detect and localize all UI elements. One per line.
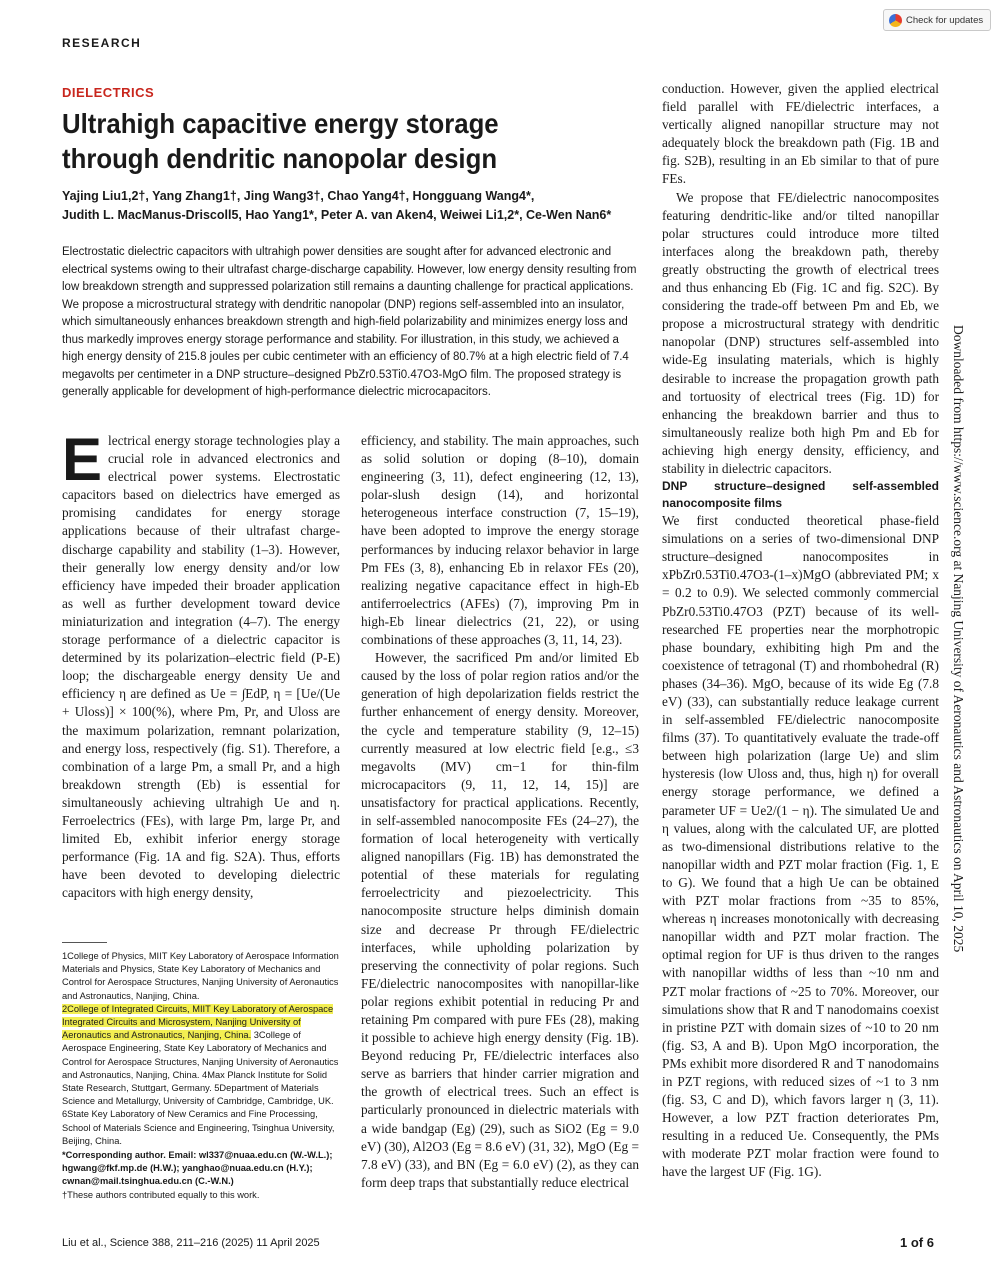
body-column-2 (361, 432, 639, 1192)
section-heading: DNP structure–designed self-assembled nanocomposite films (662, 479, 939, 511)
download-watermark-text: Downloaded from https://www.science.org at Nanjing University of Aeronautics and Astronautics on April 10, 2025 (951, 325, 966, 953)
footnote-divider (62, 942, 107, 943)
affiliations (62, 950, 342, 1202)
article-category: DIELECTRICS (62, 85, 155, 100)
body-column-1 (62, 426, 340, 902)
affiliation-1: 1College of Physics, MIIT Key Laboratory of Aerospace Information Materials and Physics, State Key Laboratory of Mechanics and Control for Aerospace Structures, Nanjing University of Aeronautics and Astronautics, Nanjing, China. (62, 951, 339, 1001)
paragraph: efficiency, and stability. The main approaches, such as solid solution or doping (8–10), domain engineering (3, 11), defect engineering (12, 13), polar-slush design (14), and horizontal heterogeneous interface construction (7, 15–19), have been adopted to improve the energy storage performances by inducing relaxor behavior in large Pm FEs (3, 8), enhancing Eb in relaxor FEs (20), realizing negative capacitance effect in high-Eb antiferroelectrics (AFEs) (7), improving Pm in high-Eb linear dielectrics (21, 22), or using combinations of these approaches (3, 11, 14, 23). (361, 433, 639, 648)
equal-contribution-note: †These authors contributed equally to this work. (62, 1189, 260, 1200)
paragraph: However, the sacrificed Pm and/or limited Eb caused by the loss of polar region ratios and/or the generation of high depolarization fields restrict the further enhancement of energy density. Moreover, the cycle and temperature stability (9, 12–15) currently measured at low electric field [e.g., ≤3 megavolts (MV) cm−1 for thin-film microcapacitors (9, 11, 12, 14, 15)] are unsatisfactory for practical applications. Recently, in self-assembled nanocomposite FEs (24–27), the formation of local heterogeneity with vertically aligned nanopillars (Fig. 1B) has demonstrated the potential of these materials for regulating ferroelectricity and piezoelectricity. This nanocomposite structure helps diminish domain size and decrease Pr through FE/dielectric interfaces, while upholding polarization by preserving the connectivity of polar regions. Such FE/dielectric nanocomposites with nanopillar-like polar regions exhibit potential in reducing Pr and retaining Pm compared with pure FEs (28), making it possible to achieve high energy density (Fig. 1B). Beyond reducing Pr, FE/dielectric interfaces also serve as barriers that hinder carrier migration and the growth of electrical trees. Such an effect is particularly pronounced in dielectric materials with a wide bandgap (Eg) (29), such as SiO2 (Eg = 9.0 eV) (30), Al2O3 (Eg = 8.6 eV) (31, 32), MgO (Eg = 7.8 eV) (33), and BN (Eg = 6.0 eV) (2), as they can form deep traps that substantially reduce electrical (361, 650, 639, 1190)
author-line-2: Judith L. MacManus-Driscoll5, Hao Yang1*, Peter A. van Aken4, Weiwei Li1,2*, Ce-Wen Nan6* (62, 208, 612, 222)
paragraph: We first conducted theoretical phase-field simulations on a series of two-dimensional DNP structure–designed nanocomposites in xPbZr0.53Ti0.47O3-(1–x)MgO (abbreviated PM; x = 0.2 to 0.9). We selected commonly commercial PbZr0.53Ti0.47O3 (PZT) because of its well-researched FE properties near the morphotropic phase boundary, exhibiting high Pm and the coexistence of tetragonal (T) and rhombohedral (R) phases (34–36). MgO, because of its wide Eg (7.8 eV) (33), can substantially reduce leakage current in self-assembled FE/dielectric nanocomposite films (37). To quantitatively evaluate the trade-off between high polarization (large Ue) and slim hysteresis (low Uloss and, thus, high η) for overall energy storage performance, we defined a parameter UF = Ue2/(1 − η). The simulated Ue and η values, along with the calculated UF, are plotted as two-dimensional distributions relative to the nanopillar width and PZT molar fraction (Fig. 1, E to G). We found that a high Ue can be obtained with PZT molar fractions from ~35 to 85%, whereas η increases monotonically with decreasing nanopillar width and PZT molar fraction. The optimal region for UF is thus driven to the ranges with nanopillar widths of less than ~10 nm and PZT molar fractions of ~25 to 70%. Moreover, our simulations show that R and T nanodomains coexist in pristine PZT with domain sizes of ~10 to 20 nm (fig. S3, A and B). Upon MgO incorporation, the PMs exhibit more disordered R and T nanodomains in PZT regions, with reduced sizes of ~1 to 3 nm (fig. S3, C and D), which favors larger η (3, 11). However, a low PZT fraction deteriorates Pm, resulting in a reduced Ue. Consequently, the PMs with moderate PZT molar fraction were found to have the largest UF (Fig. 1G). (662, 513, 939, 1180)
check-for-updates-label: Check for updates (906, 14, 984, 26)
crossmark-icon (889, 14, 902, 27)
citation-footer: Liu et al., Science 388, 211–216 (2025) 11 April 2025 (62, 1237, 320, 1249)
abstract: Electrostatic dielectric capacitors with ultrahigh power densities are sought after for advanced electronic and electrical systems owing to their ultrafast charge-discharge capability. However, low energy density resulting from low breakdown strength and suppressed polarization still remains a daunting challenge for practical applications. We propose a microstructural strategy with dendritic nanopolar (DNP) regions self-assembled into an insulator, which simultaneously enhances breakdown strength and high-field polarizability and minimizes energy loss and thus markedly improves energy storage performance and stability. For illustration, in this study, we achieved a high energy density of 215.8 joules per cubic centimeter with an efficiency of 80.7% at a high electric field of 7.4 megavolts per centimeter in a DNP structure–designed PbZr0.53Ti0.47O3-MgO film. The proposed strategy is generally applicable for development of high-performance dielectric microcapacitors. (62, 246, 637, 398)
paragraph: conduction. However, given the applied electrical field parallel with FE/dielectric interfaces, a vertically aligned nanopillar structure may not adequately block the breakdown path (Fig. 1B and fig. S2B), resulting in an Eb similar to that of pure FEs. (662, 81, 939, 187)
journal-section-header: RESEARCH (62, 36, 142, 50)
corresponding-authors: *Corresponding author. Email: wl337@nuaa.edu.cn (W.-W.L.); hgwang@fkf.mp.de (H.W.); yanghao@nuaa.edu.cn (H.Y.); cwnan@mail.tsinghua.edu.cn (C.-W.N.) (62, 1150, 333, 1187)
drop-cap: E (62, 426, 103, 493)
author-line-1: Yajing Liu1,2†, Yang Zhang1†, Jing Wang3†, Chao Yang4†, Hongguang Wang4*, (62, 189, 535, 203)
page-number: 1 of 6 (900, 1235, 934, 1250)
author-list (62, 187, 622, 225)
affiliation-3-6: 3College of Aerospace Engineering, State Key Laboratory of Mechanics and Control for Aerospace Structures, Nanjing University of Aeronautics and Astronautics, Nanjing, China. 4Max Planck Institute for Solid State Research, Stuttgart, Germany. 5Department of Materials Science and Metallurgy, University of Cambridge, Cambridge, UK. 6State Key Laboratory of New Ceramics and Fine Processing, School of Materials Science and Engineering, Tsinghua University, Beijing, China. (62, 1030, 339, 1146)
article-title: Ultrahigh capacitive energy storage through dendritic nanopolar design (62, 108, 499, 174)
download-watermark (946, 325, 966, 955)
paragraph: lectrical energy storage technologies play a crucial role in advanced electronics and electrical power systems. Electrostatic capacitors based on dielectrics have emerged as promising candidates for energy storage applications because of their ultrafast charge-discharge capability and stability (1–3). However, their generally low energy density and/or low efficiency have impeded their broader application as well as further development toward device miniaturization and integration (4–7). The energy storage performance of a dielectric capacitor is determined by its polarization–electric field (P-E) loop; the dischargeable energy density Ue and efficiency η are defined as Ue = ∫EdP, η = [Ue/(Ue + Uloss)] × 100(%), where Pm, Pr, and Uloss are the maximum polarization, remnant polarization, and energy loss, respectively (fig. S1). Therefore, a combination of a large Pm, a small Pr, and a high breakdown strength (Eb) is essential for simultaneously achieving ultrahigh Ue and η. Ferroelectrics (FEs), with large Pm, large Pr, and limited Eb, exhibit inferior energy storage performance (Fig. 1A and fig. S2A). Thus, efforts have been devoted to developing dielectric capacitors with high energy density, (62, 433, 340, 901)
body-column-3 (662, 80, 939, 1182)
affiliation-2-highlighted: 2College of Integrated Circuits, MIIT Key Laboratory of Aerospace Integrated Circuits and Microsystem, Nanjing University of Aeronautics and Astronautics, Nanjing, China. (62, 1003, 334, 1041)
check-for-updates-button[interactable] (883, 9, 991, 31)
paragraph: We propose that FE/dielectric nanocomposites featuring dendritic-like and/or tilted nanopillar polar structures could introduce more tilted interfaces along the breakdown path, thereby greatly obstructing the growth of electrical trees and thus enhancing Eb (Fig. 1C and fig. S2C). By considering the trade-off between Pm and Eb, we propose a microstructural strategy with dendritic nanopolar (DNP) structures self-assembled into wide-Eg insulating materials, which is highly desirable to increase the propagation growth path and tortuosity of electrical trees (Fig. 1D) for enhancing the breakdown barrier and thus to simultaneously realize both high Pm and Eb for achieving high energy density, efficiency, and stability in dielectric capacitors. (662, 189, 939, 476)
